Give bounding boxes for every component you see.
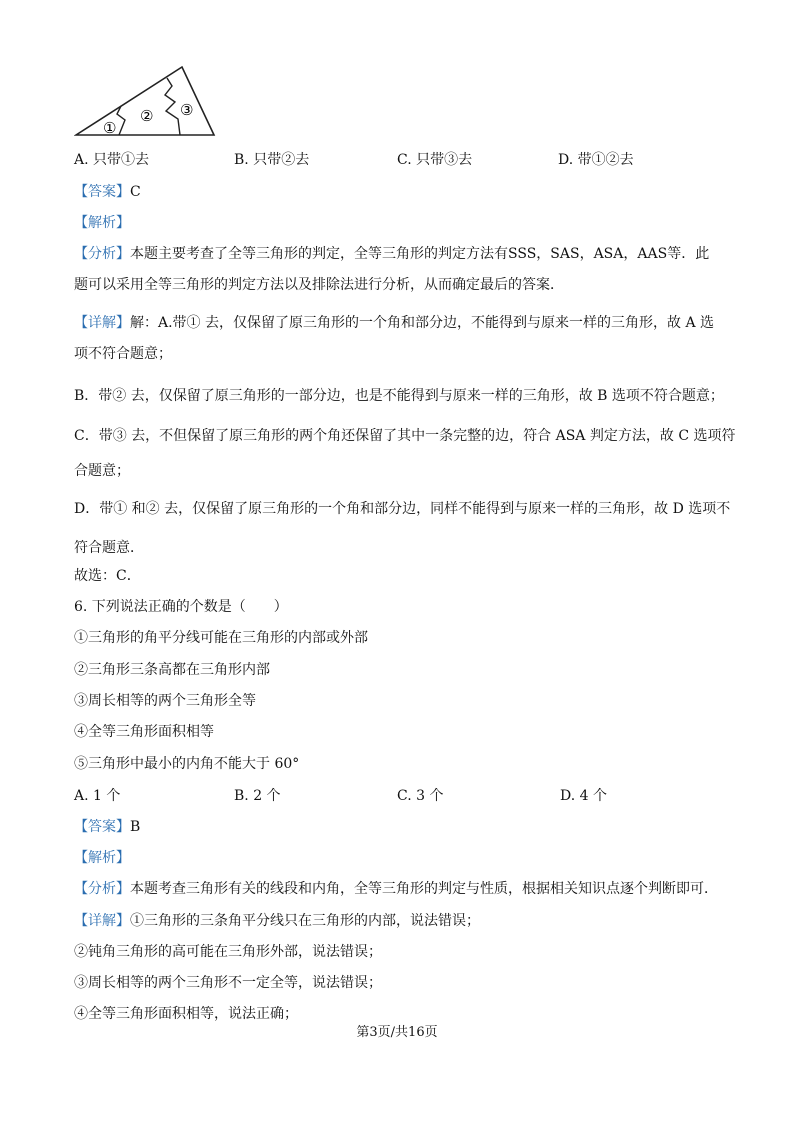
- q6-line-2: ②钝角三角形的高可能在三角形外部，说法错误；: [74, 944, 382, 960]
- xiangjie-text: ①三角形的三条角平分线只在三角形的内部，说法错误；: [130, 913, 480, 929]
- q6-option-d: D. 4 个: [560, 788, 607, 804]
- fenxi-text: 本题考查三角形有关的线段和内角，全等三角形的判定与性质，根据相关知识点逐个判断即可．: [130, 881, 718, 897]
- q6-stem: 6. 下列说法正确的个数是（ ）: [74, 599, 288, 615]
- q5-answer: [74, 183, 141, 201]
- q5-xiangjie-line-1: [74, 314, 714, 332]
- fenxi-tag: 【分析】: [74, 881, 130, 897]
- q5-option-d: D. 带①②去: [558, 152, 634, 168]
- answer-value: B: [130, 819, 141, 835]
- q6-analysis-tag: 【解析】: [74, 850, 130, 866]
- break-line-1: [117, 106, 125, 135]
- piece-label-3: ③: [180, 101, 194, 119]
- piece-label-1: ①: [103, 119, 117, 137]
- q6-answer: [74, 818, 140, 836]
- q6-item-5: ⑤三角形中最小的内角不能大于 60°: [74, 756, 300, 772]
- xiangjie-text: 解：A.带① 去，仅保留了原三角形的一个角和部分边，不能得到与原来一样的三角形，故 A 选: [130, 315, 715, 331]
- q5-choose: 故选：C．: [74, 568, 141, 584]
- q5-fenxi-line-1: [74, 245, 709, 263]
- q5-b-line: B．带② 去，仅保留了原三角形的一部分边，也是不能得到与原来一样的三角形，故 B 选项不符合题意；: [74, 388, 724, 404]
- q6-line-4: ④全等三角形面积相等，说法正确；: [74, 1006, 298, 1022]
- q6-line-3: ③周长相等的两个三角形不一定全等，说法错误；: [74, 975, 382, 991]
- q5-xiangjie-line-2: 项不符合题意；: [74, 346, 172, 362]
- piece-label-2: ②: [140, 107, 154, 125]
- q5-c-line-2: 合题意；: [74, 463, 130, 479]
- answer-tag: 【答案】: [74, 819, 130, 835]
- broken-triangle-figure: [74, 64, 219, 140]
- q5-d-line-2: 符合题意．: [74, 540, 144, 556]
- q6-item-1: ①三角形的角平分线可能在三角形的内部或外部: [74, 630, 368, 646]
- q6-item-3: ③周长相等的两个三角形全等: [74, 693, 256, 709]
- q5-option-c: C. 只带③去: [397, 152, 473, 168]
- fenxi-text: 本题主要考查了全等三角形的判定，全等三角形的判定方法有SSS，SAS，ASA，AAS等．此: [130, 246, 710, 262]
- q6-option-a: A. 1 个: [74, 788, 121, 804]
- q5-option-a: A. 只带①去: [74, 152, 150, 168]
- q6-xiangjie-line: [74, 912, 480, 930]
- xiangjie-tag: 【详解】: [74, 315, 130, 331]
- q5-option-b: B. 只带②去: [234, 152, 310, 168]
- q6-item-4: ④全等三角形面积相等: [74, 724, 214, 740]
- fenxi-tag: 【分析】: [74, 246, 130, 262]
- page-footer: 第3页/共16页: [356, 1025, 438, 1040]
- q6-item-2: ②三角形三条高都在三角形内部: [74, 662, 270, 678]
- answer-tag: 【答案】: [74, 184, 130, 200]
- q6-fenxi-line: [74, 880, 718, 898]
- q6-option-c: C. 3 个: [397, 788, 444, 804]
- answer-value: C: [130, 184, 141, 200]
- q5-analysis-tag: 【解析】: [74, 215, 130, 231]
- q5-c-line-1: C．带③ 去，不但保留了原三角形的两个角还保留了其中一条完整的边，符合 ASA 判定方法，故 C 选项符: [74, 428, 736, 444]
- q5-d-line-1: D．带① 和② 去，仅保留了原三角形的一个角和部分边，同样不能得到与原来一样的三角形，故 D 选项不: [74, 501, 731, 517]
- q5-fenxi-line-2: 题可以采用全等三角形的判定方法以及排除法进行分析，从而确定最后的答案．: [74, 277, 564, 293]
- q6-option-b: B. 2 个: [234, 788, 281, 804]
- break-line-2: [165, 78, 180, 135]
- xiangjie-tag: 【详解】: [74, 913, 130, 929]
